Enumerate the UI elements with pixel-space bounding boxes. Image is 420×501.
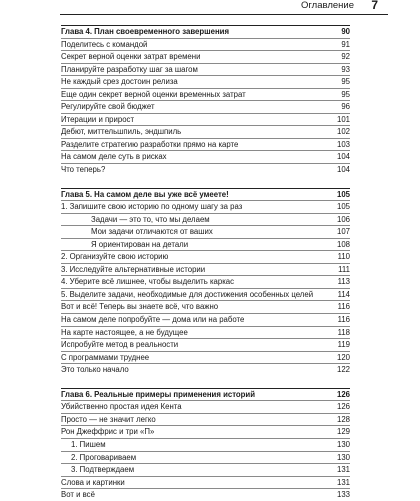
toc-entry[interactable] <box>61 226 350 239</box>
toc-entry[interactable] <box>61 126 350 139</box>
toc-entry[interactable] <box>61 164 350 176</box>
entry-title: Еще один секрет верной оценки временных затрат <box>61 89 246 99</box>
entry-title: С программами труднее <box>61 352 150 362</box>
entry-title: 3. Подтверждаем <box>71 465 135 475</box>
chapter-heading[interactable] <box>61 389 350 402</box>
toc-entry[interactable] <box>61 364 350 376</box>
toc-entry[interactable] <box>61 39 350 52</box>
entry-page-number: 116 <box>337 315 350 325</box>
entry-title: Слова и картинки <box>61 477 125 487</box>
entry-page-number: 129 <box>336 427 350 437</box>
entry-title: 3. Исследуйте альтернативные истории <box>61 264 206 274</box>
entry-title: Мои задачи отличаются от ваших <box>91 227 213 237</box>
entry-page-number: 95 <box>341 77 350 87</box>
entry-page-number: 104 <box>336 165 350 175</box>
toc-entry[interactable] <box>61 339 350 352</box>
toc-entry[interactable] <box>61 76 350 89</box>
entry-title: Это только начало <box>61 365 129 375</box>
entry-page-number: 130 <box>336 452 350 462</box>
entry-title: Регулируйте свой бюджет <box>61 102 155 112</box>
entry-page-number: 128 <box>336 414 350 424</box>
entry-title: Разделите стратегию разработки прямо на карте <box>61 139 239 149</box>
entry-title: 1. Пишем <box>71 439 106 449</box>
entry-title: Дебют, миттельшпиль, эндшпиль <box>61 127 182 137</box>
entry-title: Глава 4. План своевременного завершения <box>61 27 230 36</box>
entry-page-number: 113 <box>337 277 350 287</box>
entry-page-number: 102 <box>336 127 350 137</box>
entry-title: 1. Запишите свою историю по одному шагу за раз <box>61 202 243 212</box>
toc-entry[interactable] <box>61 327 350 340</box>
entry-page-number: 111 <box>338 264 350 274</box>
entry-title: Итерации и прирост <box>61 114 135 124</box>
entry-page-number: 104 <box>336 152 350 162</box>
entry-title: 2. Проговариваем <box>71 452 137 462</box>
entry-title: Задачи — это то, что мы делаем <box>91 214 210 224</box>
entry-title: Рон Джеффрис и три «П» <box>61 427 155 437</box>
toc-entry[interactable] <box>61 314 350 327</box>
toc-entry[interactable] <box>61 151 350 164</box>
toc-entry[interactable] <box>61 239 350 252</box>
toc-entry[interactable] <box>61 426 350 439</box>
entry-page-number: 90 <box>341 27 350 36</box>
entry-page-number: 119 <box>337 340 350 350</box>
toc-entry[interactable] <box>61 101 350 114</box>
entry-title: Что теперь? <box>61 165 106 175</box>
entry-page-number: 114 <box>337 289 350 299</box>
entry-page-number: 107 <box>336 227 350 237</box>
entry-title: Убийственно простая идея Кента <box>61 402 182 412</box>
entry-page-number: 108 <box>336 239 350 249</box>
entry-title: Планируйте разработку шаг за шагом <box>61 64 198 74</box>
toc-entry[interactable] <box>61 464 350 477</box>
entry-page-number: 122 <box>336 365 350 375</box>
entry-page-number: 126 <box>336 389 350 399</box>
entry-page-number: 101 <box>336 114 350 124</box>
chapter-heading[interactable] <box>61 26 350 39</box>
entry-title: Секрет верной оценки затрат времени <box>61 52 201 62</box>
entry-title: 2. Организуйте свою историю <box>61 252 169 262</box>
toc-entry[interactable] <box>61 201 350 214</box>
entry-title: Поделитесь с командой <box>61 39 148 49</box>
entry-page-number: 131 <box>336 477 350 487</box>
toc-entry[interactable] <box>61 51 350 64</box>
table-of-contents <box>61 25 350 501</box>
toc-entry[interactable] <box>61 114 350 127</box>
entry-title: Не каждый срез достоин релиза <box>61 77 178 87</box>
entry-title: Вот и всё <box>61 490 95 500</box>
entry-page-number: 130 <box>336 439 350 449</box>
entry-title: Глава 5. На самом деле вы уже всё умеете! <box>61 189 229 199</box>
toc-entry[interactable] <box>61 301 350 314</box>
toc-entry[interactable] <box>61 139 350 152</box>
entry-page-number: 116 <box>337 302 350 312</box>
toc-section <box>61 388 350 501</box>
toc-entry[interactable] <box>61 64 350 77</box>
toc-entry[interactable] <box>61 439 350 452</box>
toc-entry[interactable] <box>61 89 350 102</box>
entry-title: Испробуйте метод в реальности <box>61 340 179 350</box>
entry-page-number: 133 <box>336 490 350 500</box>
entry-page-number: 131 <box>336 465 350 475</box>
header-rule <box>60 14 388 15</box>
toc-entry[interactable] <box>61 477 350 490</box>
toc-entry[interactable] <box>61 264 350 277</box>
entry-page-number: 105 <box>336 189 350 199</box>
entry-page-number: 126 <box>336 402 350 412</box>
toc-entry[interactable] <box>61 489 350 501</box>
entry-page-number: 110 <box>337 252 350 262</box>
entry-title: На самом деле попробуйте — дома или на работе <box>61 315 245 325</box>
entry-title: 5. Выделите задачи, необходимые для достижения особенных целей <box>61 289 314 299</box>
entry-page-number: 105 <box>336 202 350 212</box>
entry-title: Вот и всё! Теперь вы знаете всё, что важно <box>61 302 219 312</box>
toc-entry[interactable] <box>61 452 350 465</box>
entry-title: Просто — не значит легко <box>61 414 156 424</box>
chapter-heading[interactable] <box>61 189 350 202</box>
entry-page-number: 92 <box>341 52 350 62</box>
entry-page-number: 120 <box>336 352 350 362</box>
toc-entry[interactable] <box>61 289 350 302</box>
entry-title: Глава 6. Реальные примеры применения историй <box>61 389 256 399</box>
toc-entry[interactable] <box>61 276 350 289</box>
toc-section <box>61 25 350 176</box>
entry-page-number: 103 <box>336 139 350 149</box>
toc-entry[interactable] <box>61 214 350 227</box>
entry-title: 4. Уберите всё лишнее, чтобы выделить каркас <box>61 277 235 287</box>
page-header <box>0 0 420 14</box>
entry-page-number: 93 <box>341 64 350 74</box>
entry-title: Я ориентирован на детали <box>91 239 189 249</box>
entry-page-number: 118 <box>337 327 350 337</box>
toc-entry[interactable] <box>61 414 350 427</box>
toc-entry[interactable] <box>61 352 350 365</box>
entry-page-number: 96 <box>341 102 350 112</box>
entry-page-number: 95 <box>341 89 350 99</box>
toc-entry[interactable] <box>61 401 350 414</box>
entry-title: На самом деле суть в рисках <box>61 152 167 162</box>
page-number: 7 <box>371 0 378 12</box>
running-title: Оглавление <box>301 0 354 11</box>
entry-page-number: 106 <box>336 214 350 224</box>
toc-entry[interactable] <box>61 251 350 264</box>
entry-page-number: 91 <box>341 39 350 49</box>
entry-title: На карте настоящее, а не будущее <box>61 327 188 337</box>
toc-section <box>61 188 350 376</box>
